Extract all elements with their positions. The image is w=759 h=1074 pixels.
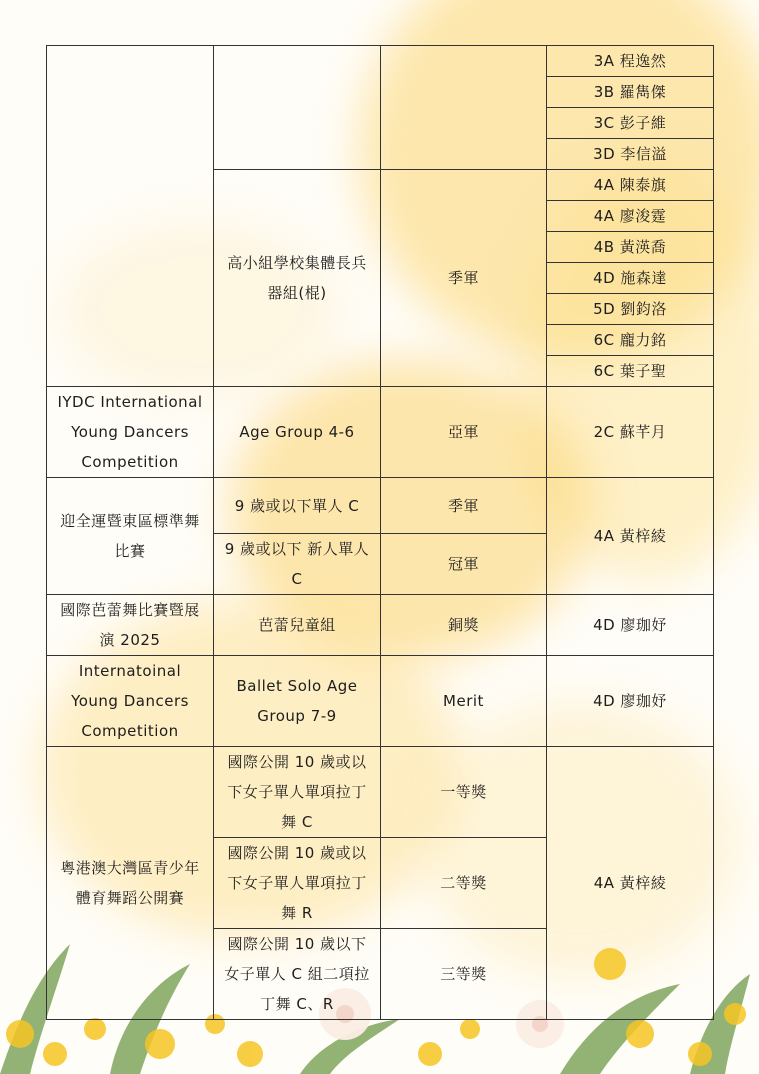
competition-cell: 國際芭蕾舞比賽暨展演 2025 <box>47 595 214 656</box>
student-cell: 6C 葉子聖 <box>547 356 714 387</box>
award-cell: 三等獎 <box>381 929 547 1020</box>
student-cell: 4D 廖珈妤 <box>547 595 714 656</box>
student-cell: 4D 廖珈妤 <box>547 656 714 747</box>
student-cell: 3C 彭子維 <box>547 108 714 139</box>
student-cell: 4A 黃梓綾 <box>547 478 714 595</box>
student-cell: 5D 劉鈞洛 <box>547 294 714 325</box>
student-cell: 4A 陳泰旗 <box>547 170 714 201</box>
competition-cell: IYDC International Young Dancers Competition <box>47 387 214 478</box>
awards-table <box>46 45 714 1020</box>
category-cell: 9 歲或以下單人 C <box>214 478 381 534</box>
competition-cell: 粵港澳大灣區青少年體育舞蹈公開賽 <box>47 747 214 1020</box>
category-cell: Age Group 4-6 <box>214 387 381 478</box>
category-cell: 9 歲或以下 新人單人 C <box>214 534 381 595</box>
competition-cell: 迎全運暨東區標準舞比賽 <box>47 478 214 595</box>
category-cell: 芭蕾兒童組 <box>214 595 381 656</box>
student-cell: 3B 羅雋傑 <box>547 77 714 108</box>
category-cell: 國際公開 10 歲或以下女子單人單項拉丁舞 C <box>214 747 381 838</box>
competition-cell-empty <box>47 46 214 387</box>
award-cell: 一等獎 <box>381 747 547 838</box>
competition-cell: Internatoinal Young Dancers Competition <box>47 656 214 747</box>
award-cell: 亞軍 <box>381 387 547 478</box>
student-cell: 3A 程逸然 <box>547 46 714 77</box>
student-cell: 3D 李信溢 <box>547 139 714 170</box>
student-cell: 4A 廖浚霆 <box>547 201 714 232</box>
student-cell: 6C 龐力銘 <box>547 325 714 356</box>
award-cell: 銅獎 <box>381 595 547 656</box>
student-cell: 2C 蘇芊月 <box>547 387 714 478</box>
student-cell: 4B 黃渶喬 <box>547 232 714 263</box>
award-cell: 季軍 <box>381 478 547 534</box>
category-cell-empty <box>214 46 381 170</box>
award-cell: 冠軍 <box>381 534 547 595</box>
category-cell: 國際公開 10 歲以下女子單人 C 組二項拉丁舞 C、R <box>214 929 381 1020</box>
category-cell: Ballet Solo Age Group 7-9 <box>214 656 381 747</box>
category-cell: 國際公開 10 歲或以下女子單人單項拉丁舞 R <box>214 838 381 929</box>
student-cell: 4D 施森達 <box>547 263 714 294</box>
award-cell: 二等獎 <box>381 838 547 929</box>
award-cell: Merit <box>381 656 547 747</box>
student-cell: 4A 黃梓綾 <box>547 747 714 1020</box>
award-cell: 季軍 <box>381 170 547 387</box>
award-cell-empty <box>381 46 547 170</box>
category-cell: 高小組學校集體長兵器組(棍) <box>214 170 381 387</box>
